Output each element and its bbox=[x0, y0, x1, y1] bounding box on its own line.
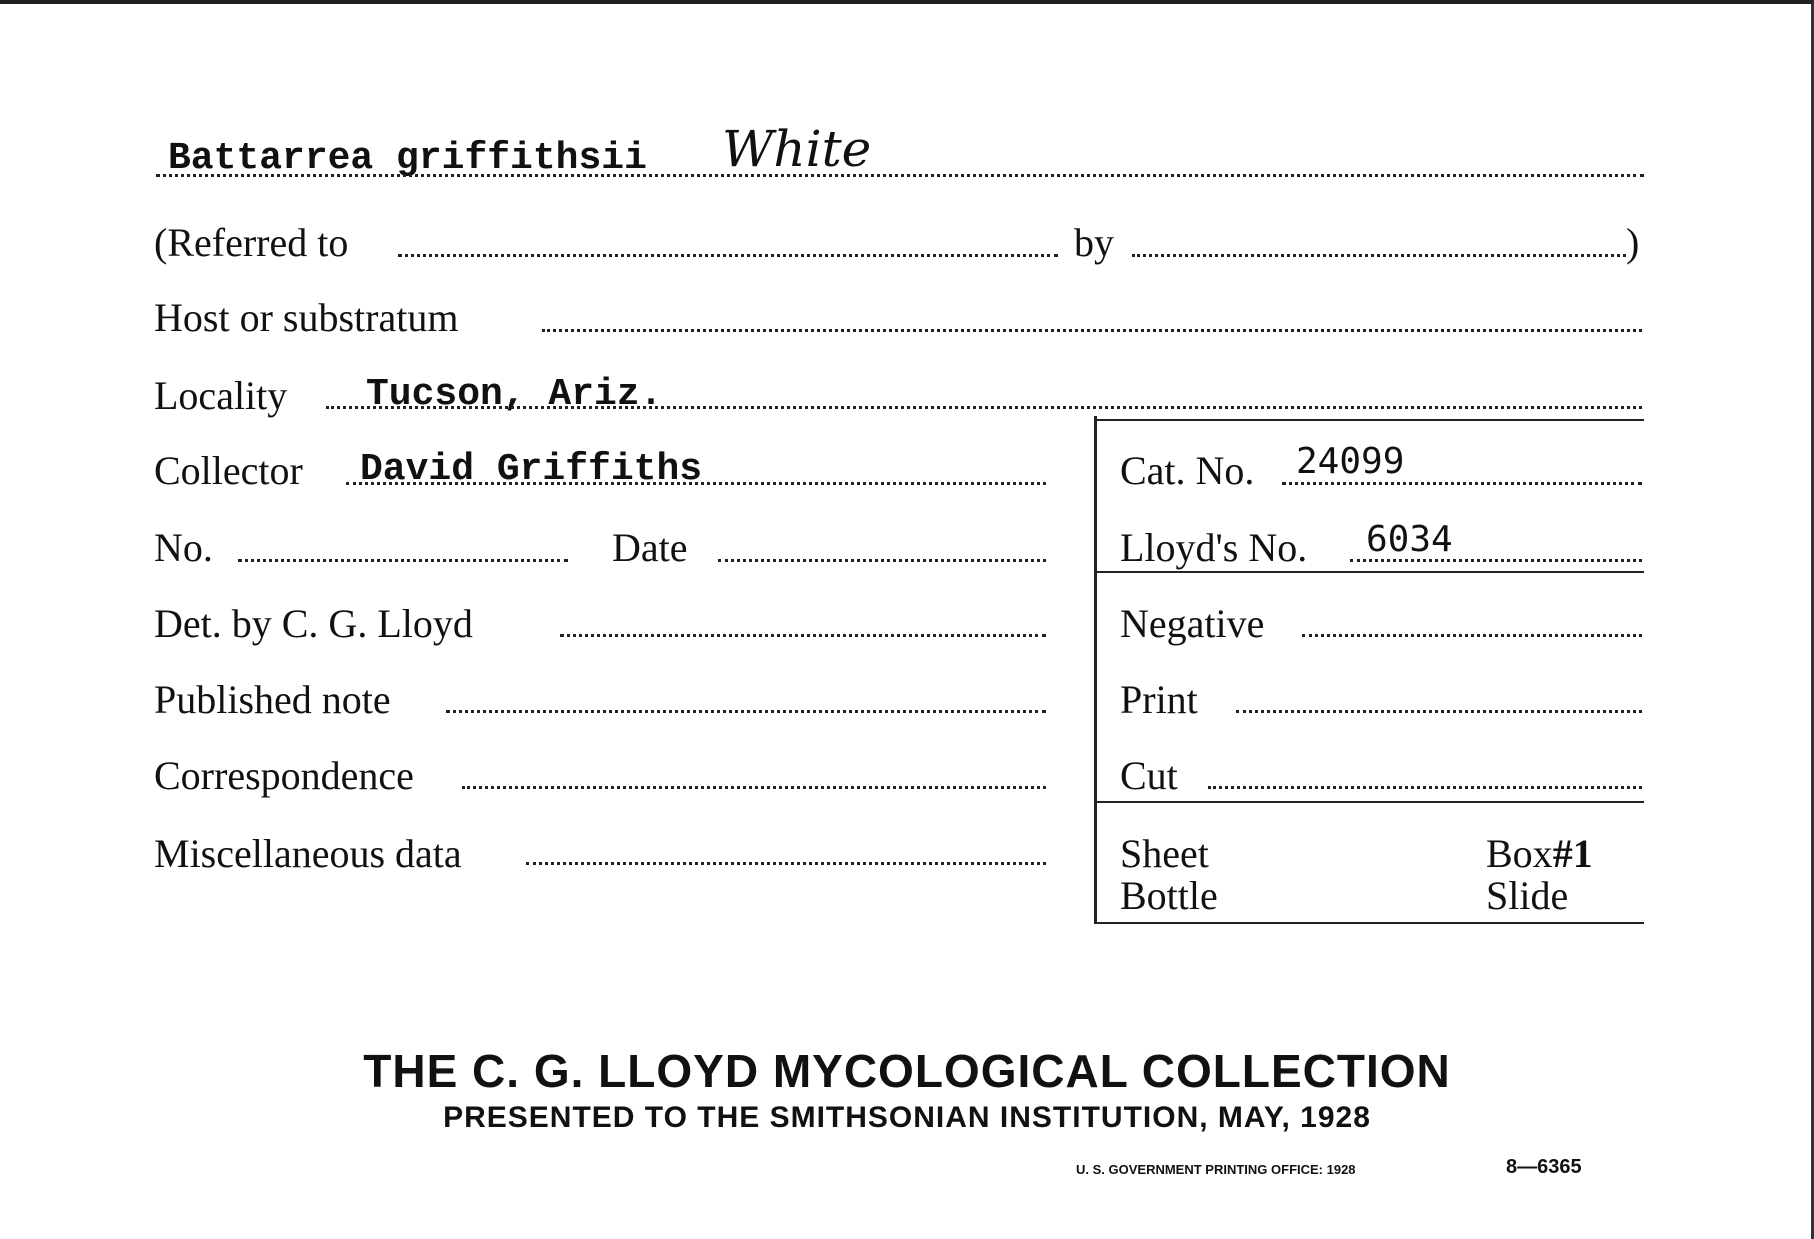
right-box-bottom-rule bbox=[1096, 922, 1644, 924]
misc-data-line bbox=[526, 862, 1046, 865]
host-line bbox=[542, 329, 1642, 332]
print-line bbox=[1236, 710, 1642, 713]
species-line bbox=[156, 174, 1644, 177]
right-box-rule-2 bbox=[1096, 571, 1644, 573]
lloyds-no-line bbox=[1350, 559, 1642, 562]
form-code: 8—6365 bbox=[1506, 1156, 1582, 1178]
published-note-line bbox=[446, 710, 1046, 713]
print-label: Print bbox=[1120, 677, 1198, 722]
box-label: Box#1 bbox=[1486, 831, 1593, 876]
right-box-top-rule bbox=[1096, 419, 1644, 421]
box-number-value: #1 bbox=[1552, 831, 1593, 876]
species-name: Battarrea griffithsii bbox=[168, 137, 647, 180]
referred-close-paren: ) bbox=[1626, 220, 1640, 265]
date-line bbox=[718, 559, 1046, 562]
negative-label: Negative bbox=[1120, 601, 1265, 646]
negative-line bbox=[1302, 634, 1642, 637]
sheet-label: Sheet bbox=[1120, 831, 1209, 876]
cut-line bbox=[1208, 786, 1642, 789]
number-label: No. bbox=[154, 525, 213, 570]
bottle-label: Bottle bbox=[1120, 873, 1218, 918]
cat-no-value: 24099 bbox=[1296, 441, 1405, 482]
locality-value: Tucson, Ariz. bbox=[366, 373, 663, 416]
lloyds-no-label: Lloyd's No. bbox=[1120, 525, 1308, 570]
cat-no-label: Cat. No. bbox=[1120, 448, 1255, 493]
det-by-line bbox=[560, 634, 1046, 637]
det-by-label: Det. by C. G. Lloyd bbox=[154, 601, 473, 646]
correspondence-label: Correspondence bbox=[154, 753, 414, 798]
collector-value: David Griffiths bbox=[360, 448, 703, 491]
locality-line bbox=[326, 406, 1642, 409]
referred-to-line bbox=[398, 254, 1058, 257]
cut-label: Cut bbox=[1120, 753, 1178, 798]
right-box-left-border bbox=[1094, 416, 1097, 924]
host-label: Host or substratum bbox=[154, 295, 459, 340]
correspondence-line bbox=[462, 786, 1046, 789]
species-author-handwritten: White bbox=[722, 120, 872, 178]
collection-title: THE C. G. LLOYD MYCOLOGICAL COLLECTION bbox=[363, 1045, 1451, 1097]
collector-line bbox=[346, 482, 1046, 485]
referred-by-label: by bbox=[1074, 220, 1114, 265]
misc-data-label: Miscellaneous data bbox=[154, 831, 462, 876]
published-note-label: Published note bbox=[154, 677, 391, 722]
lloyds-no-value: 6034 bbox=[1366, 519, 1453, 560]
collection-subtitle: PRESENTED TO THE SMITHSONIAN INSTITUTION, MAY, 1928 bbox=[443, 1101, 1371, 1134]
referred-label: (Referred to bbox=[154, 220, 349, 265]
right-box-rule-3 bbox=[1096, 801, 1644, 803]
referred-by-line bbox=[1132, 254, 1626, 257]
locality-label: Locality bbox=[154, 373, 288, 418]
slide-label: Slide bbox=[1486, 873, 1569, 918]
date-label: Date bbox=[612, 525, 688, 570]
number-line bbox=[238, 559, 568, 562]
printer-imprint: U. S. GOVERNMENT PRINTING OFFICE: 1928 bbox=[1076, 1162, 1356, 1177]
cat-no-line bbox=[1282, 482, 1642, 485]
collector-label: Collector bbox=[154, 448, 303, 493]
